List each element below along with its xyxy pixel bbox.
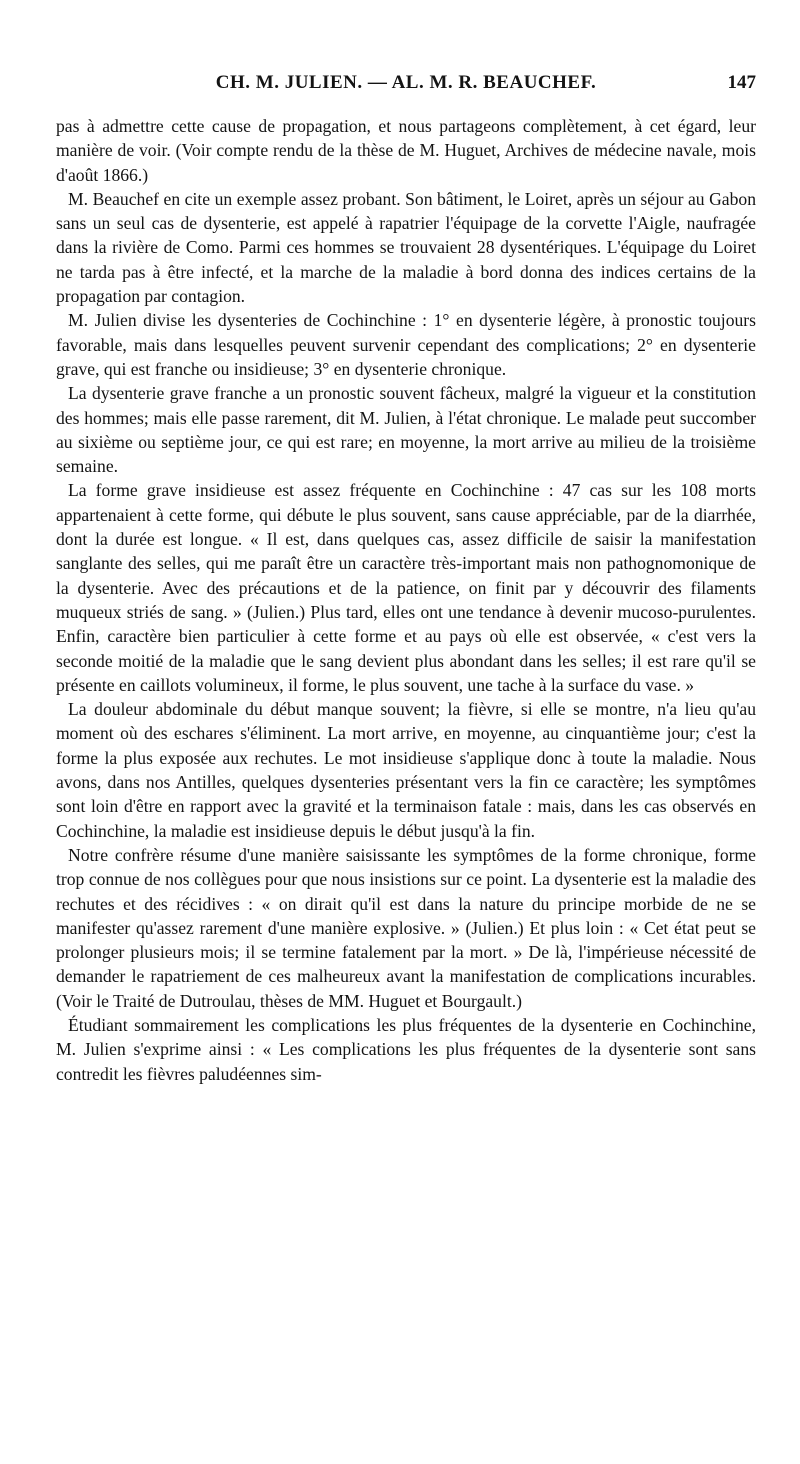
- running-head: [56, 72, 756, 102]
- page-number: 147: [727, 72, 756, 93]
- running-title: CH. M. JULIEN. — AL. M. R. BEAUCHEF.: [215, 72, 597, 93]
- paragraph: pas à admettre cette cause de propagation, et nous partageons complètement, à cet égard, leur manière de voir. (Voir compte rendu de la thèse de M. Huguet, Archives de médecine navale, mois d'août 1866.): [56, 116, 756, 185]
- paragraph: La dysenterie grave franche a un pronostic souvent fâcheux, malgré la vigueur et la constitution des hommes; mais elle passe rarement, dit M. Julien, à l'état chronique. Le malade peut succomber au sixième ou septième jour, ce qui est rare; en moyenne, la mort arrive au milieu de la troisième semaine.: [56, 383, 756, 477]
- paragraph: M. Julien divise les dysenteries de Cochinchine : 1° en dysenterie légère, à pronostic toujours favorable, mais dans lesquelles peuvent survenir cependant des complications; 2° en dysenterie grave, qui est franche ou insidieuse; 3° en dysenterie chronique.: [56, 310, 756, 379]
- paragraph: La forme grave insidieuse est assez fréquente en Cochinchine : 47 cas sur les 108 morts appartenaient à cette forme, qui débute le plus souvent, sans cause appréciable, par de la diarrhée, dont la durée est longue. « Il est, dans quelques cas, assez difficile de saisir la manifestation sanglante des selles, qui me paraît être un caractère très-important mais non pathognomonique de la dysenterie. Avec des précautions et de la patience, on finit par y découvrir des filaments muqueux striés de sang. » (Julien.) Plus tard, elles ont une tendance à devenir mucoso-purulentes. Enfin, caractère bien particulier à cette forme et au pays où elle est observée, « c'est vers la seconde moitié de la maladie que le sang devient plus abondant dans les selles; il est rare qu'il se présente en caillots volumineux, il forme, le plus souvent, une tache à la surface du vase. »: [56, 480, 756, 695]
- body-text: [56, 114, 756, 1086]
- paragraph: La douleur abdominale du début manque souvent; la fièvre, si elle se montre, n'a lieu qu'au moment où des eschares s'éliminent. La mort arrive, en moyenne, au cinquantième jour; c'est la forme la plus exposée aux rechutes. Le mot insidieuse s'applique donc à toute la maladie. Nous avons, dans nos Antilles, quelques dysenteries présentant vers la fin ce caractère; les symptômes sont loin d'être en rapport avec la gravité et la terminaison fatale : mais, dans les cas observés en Cochinchine, la maladie est insidieuse depuis le début jusqu'à la fin.: [56, 699, 756, 841]
- paragraph: Notre confrère résume d'une manière saisissante les symptômes de la forme chronique, forme trop connue de nos collègues pour que nous insistions sur ce point. La dysenterie est la maladie des rechutes et des récidives : « on dirait qu'il est dans la nature du principe morbide de ne se manifester qu'assez rarement d'une manière explosive. » (Julien.) Et plus loin : « Cet état peut se prolonger plusieurs mois; il se termine fatalement par la mort. » De là, l'impérieuse nécessité de demander le rapatriement de ces malheureux avant la manifestation de complications incurables. (Voir le Traité de Dutroulau, thèses de MM. Huguet et Bourgault.): [56, 844, 756, 1011]
- paragraph: M. Beauchef en cite un exemple assez probant. Son bâtiment, le Loiret, après un séjour au Gabon sans un seul cas de dysenterie, est appelé à rapatrier l'équipage de la corvette l'Aigle, naufragée dans la rivière de Como. Parmi ces hommes se trouvaient 28 dysentériques. L'équipage du Loiret ne tarda pas à être infecté, et la marche de la maladie à bord donna des indices certains de la propagation par contagion.: [56, 188, 756, 307]
- paragraph: Étudiant sommairement les complications les plus fréquentes de la dysenterie en Cochinchine, M. Julien s'exprime ainsi : « Les complications les plus fréquentes de la dysenterie sont sans contredit les fièvres paludéennes sim-: [56, 1014, 756, 1084]
